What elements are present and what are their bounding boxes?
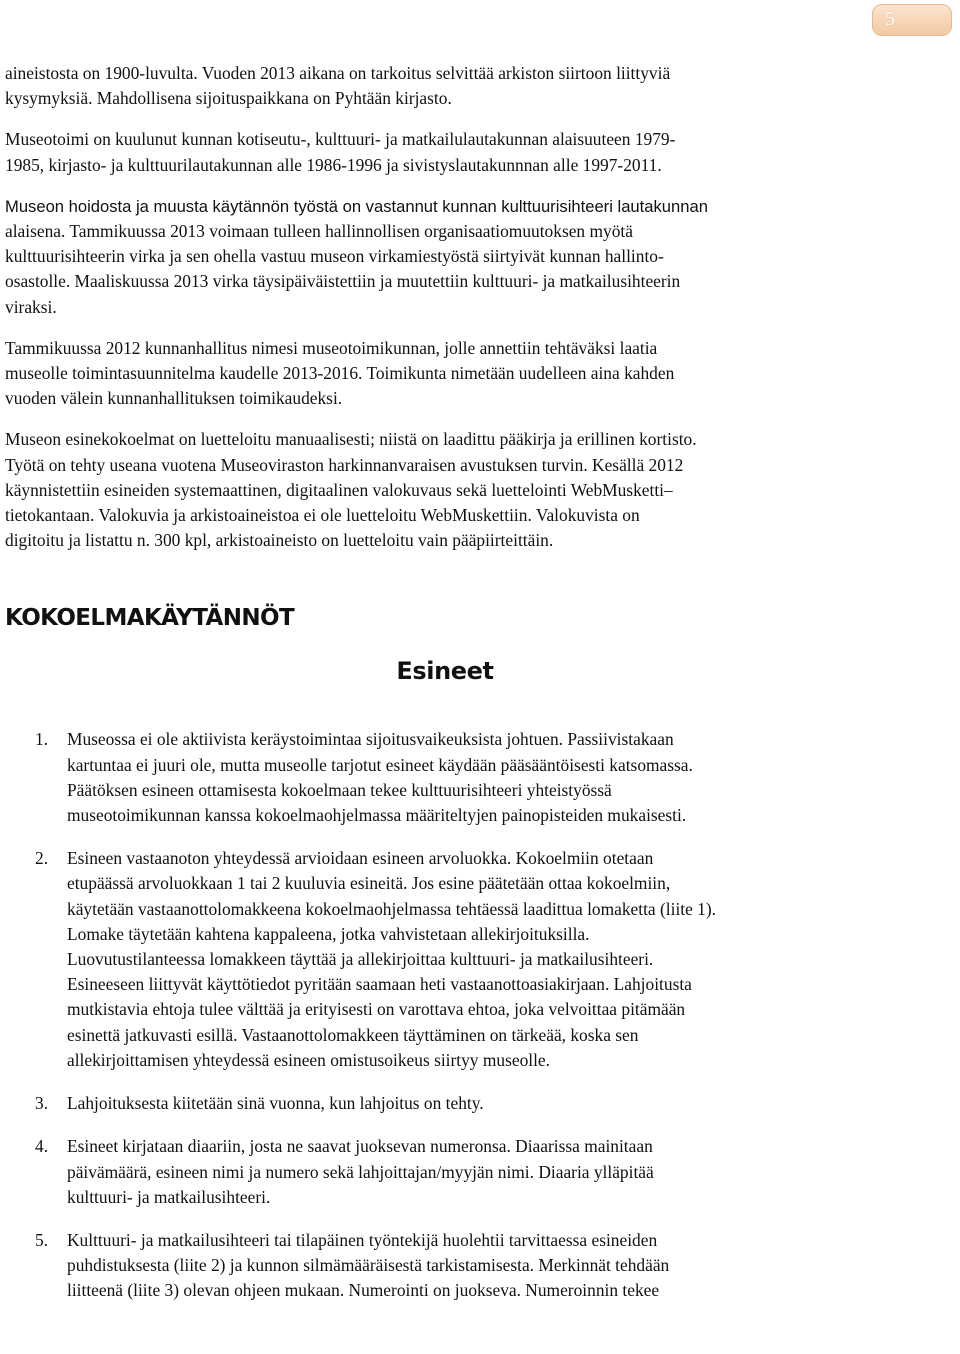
paragraph-archive — [5, 61, 885, 111]
page-number: 5 — [885, 8, 895, 30]
list-item — [5, 1228, 885, 1304]
list-item-number: 2. — [35, 848, 49, 869]
text-line: Esineen vastaanoton yhteydessä arvioidaan esineen arvoluokka. Kokoelmiin otetaan — [67, 848, 654, 869]
paragraph-collections — [5, 427, 885, 553]
text-line: Luovutustilanteessa lomakkeen täyttää ja allekirjoittaa kulttuuri- ja matkailusihteeri. — [67, 949, 654, 970]
text-line: Esineeseen liittyvät käyttötiedot pyritään saamaan heti vastaanottoasiakirjaan. Lahjoitusta — [67, 974, 692, 995]
text-line: aineistosta on 1900-luvulta. Vuoden 2013 aikana on tarkoitus selvittää arkiston siirtoon liittyviä — [5, 63, 671, 83]
text-line: Museotoimi on kuulunut kunnan kotiseutu-, kulttuuri- ja matkailulautakunnan alaisuuteen 1979- — [5, 129, 676, 150]
list-item-number: 5. — [35, 1229, 49, 1250]
paragraph-committees — [5, 127, 885, 177]
section-heading: KOKOELMAKÄYTÄNNÖT — [5, 605, 295, 632]
list-item — [5, 1091, 885, 1116]
numbered-list — [5, 727, 885, 1303]
text-line: Työtä on tehty useana vuotena Museoviraston harkinnanvaraisen avustuksen turvin. Kesällä 2012 — [5, 454, 684, 475]
text-line: Museossa ei ole aktiivista keräystoimintaa sijoitusvaikeuksista johtuen. Passiivistakaan — [67, 729, 674, 750]
text-line: digitoitu ja listattu n. 300 kpl, arkistoaineisto on luetteloitu vain pääpiirteittäin. — [5, 530, 554, 551]
text-line: mutkistavia ehtoja tulee välttää ja erityisesti on varottava ehtoa, joka velvoittaa pitämään — [67, 999, 686, 1020]
list-item — [5, 1134, 885, 1210]
text-line: käytetään vastaanottolomakkeena kokoelmaohjelmassa tehtäessä laadittua lomaketta (liite 1). — [67, 898, 717, 919]
text-line: museolle toimintasuunnitelma kaudelle 2013-2016. Toimikunta nimetään uudelleen aina kahden — [5, 363, 675, 384]
list-item — [5, 727, 885, 828]
text-line: Museon hoidosta ja muusta käytännön työstä on vastannut kunnan kulttuurisihteeri lautakunnan — [5, 196, 708, 216]
text-line: Esineet kirjataan diaariin, josta ne saavat juoksevan numeronsa. Diaarissa mainitaan — [67, 1136, 653, 1157]
text-line: Kulttuuri- ja matkailusihteeri tai tilapäinen työntekijä huolehtii tarvittaessa esineiden — [67, 1229, 658, 1250]
text-line: alaisena. Tammikuussa 2013 voimaan tulleen hallinnollisen organisaatiomuutoksen myötä — [5, 221, 633, 242]
page-number-badge — [872, 4, 952, 36]
text-line: viraksi. — [5, 296, 57, 317]
list-item-number: 3. — [35, 1093, 49, 1114]
subsection-heading: Esineet — [396, 657, 494, 686]
paragraph-administration — [5, 194, 885, 320]
text-line: vuoden välein kunnanhallituksen toimikaudeksi. — [5, 388, 343, 409]
text-line: kulttuurisihteerin virka ja sen ohella vastuu museon virkamiestyöstä siirtyivät kunnan hallinto- — [5, 246, 664, 267]
text-line: Lahjoituksesta kiitetään sinä vuonna, kun lahjoitus on tehty. — [67, 1093, 484, 1114]
list-item — [5, 846, 885, 1073]
text-line: liitteenä (liite 3) olevan ohjeen mukaan. Numerointi on juokseva. Numeroinnin tekee — [67, 1280, 660, 1301]
list-item-number: 1. — [35, 729, 49, 750]
text-line: päivämäärä, esineen nimi ja numero sekä lahjoittajan/myyjän nimi. Diaaria ylläpitää — [67, 1161, 654, 1182]
text-line: museotoimikunnan kanssa kokoelmaohjelmassa määriteltyjen painopisteiden mukaisesti. — [67, 805, 687, 826]
text-line: käynnistettiin esineiden systemaattinen, digitaalinen valokuvaus sekä luettelointi WebMusketti– — [5, 479, 673, 500]
text-line: etupäässä arvoluokkaan 1 tai 2 kuuluvia esineitä. Jos esine päätetään ottaa kokoelmiin, — [67, 873, 671, 894]
document-body — [5, 61, 885, 1304]
text-line: 1985, kirjasto- ja kulttuurilautakunnan alle 1986-1996 ja sivistyslautakunnnan alle 1997-2011. — [5, 154, 662, 175]
text-line: puhdistuksesta (liite 2) ja kunnon silmämääräisestä tarkistamisesta. Merkinnät tehdään — [67, 1255, 670, 1276]
text-line: Museon esinekokoelmat on luetteloitu manuaalisesti; niistä on laadittu pääkirja ja erillinen kortisto. — [5, 429, 697, 450]
text-line: Lomake täytetään kahtena kappaleena, jotka vahvistetaan allekirjoituksilla. — [67, 923, 590, 944]
paragraph-museum-committee — [5, 336, 885, 412]
text-line: kartuntaa ei juuri ole, mutta museolle tarjotut esineet käydään pääsääntöisesti katsomassa. — [67, 754, 693, 775]
text-line: kulttuuri- ja matkailusihteeri. — [67, 1186, 271, 1207]
text-line: osastolle. Maaliskuussa 2013 virka täysipäiväistettiin ja muutettiin kulttuuri- ja matkailusihteerin — [5, 271, 681, 292]
text-line: Päätöksen esineen ottamisesta kokoelmaan tekee kulttuurisihteeri yhteistyössä — [67, 779, 612, 800]
text-line: allekirjoittamisen yhteydessä esineen omistusoikeus siirtyy museolle. — [67, 1049, 550, 1070]
text-line: tietokantaan. Valokuvia ja arkistoaineistoa ei ole luetteloitu WebMuskettiin. Valokuvista on — [5, 505, 640, 526]
text-line: Tammikuussa 2012 kunnanhallitus nimesi museotoimikunnan, jolle annettiin tehtäväksi laatia — [5, 337, 658, 358]
list-item-number: 4. — [35, 1136, 49, 1157]
text-line: kysymyksiä. Mahdollisena sijoituspaikkana on Pyhtään kirjasto. — [5, 88, 452, 109]
text-line: esinettä jatkuvasti esillä. Vastaanottolomakkeen täyttäminen on tärkeää, koska sen — [67, 1024, 639, 1045]
